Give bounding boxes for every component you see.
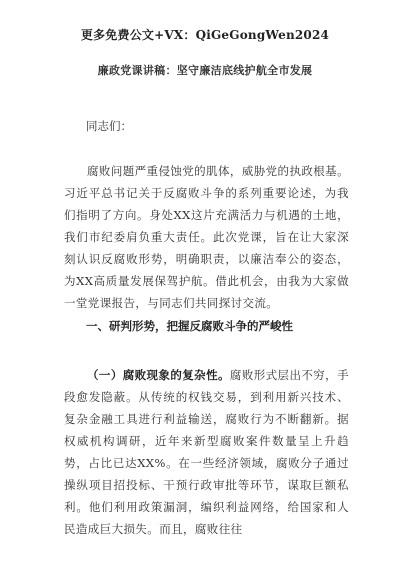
document-title: 廉政党课讲稿：坚守廉洁底线护航全市发展 (97, 64, 313, 77)
subsection-body: 腐败形式层出不穷，手段愈发隐蔽。从传统的权钱交易，到利用新兴技术、复杂金融工具进行利益输送，腐败行为不断翻新。据权威机构调研，近年来新型腐败案件数量呈上升趋势，占比已达XX%。在一些经济领域，腐败分子通过操纵项目招投标、干预行政审批等环节，谋取巨额私利。他们利用政策漏洞，编织利益网络，给国家和人民造成巨大损失。而且，腐败往往 (64, 367, 349, 536)
subsection-paragraph (64, 364, 349, 540)
section-heading: 一、研判形势，把握反腐败斗争的严峻性 (86, 319, 293, 333)
subsection-heading: （一）腐败现象的复杂性。 (87, 367, 230, 382)
salutation: 同志们： (86, 119, 132, 133)
intro-paragraph: 腐败问题严重侵蚀党的肌体，威胁党的执政根基。习近平总书记关于反腐败斗争的系列重要论述，为我们指明了方向。身处XX这片充满活力与机遇的土地，我们市纪委肩负重大责任。此次党课，旨在让大家深刻认识反腐败形势，明确职责，以廉洁奉公的姿态，为XX高质量发展保驾护航。借此机会，由我为大家做一堂党课报告，与同志们共同探讨交流。 (64, 163, 349, 310)
promo-header: 更多免费公文+VX：QiGeGongWen2024 (80, 28, 330, 42)
